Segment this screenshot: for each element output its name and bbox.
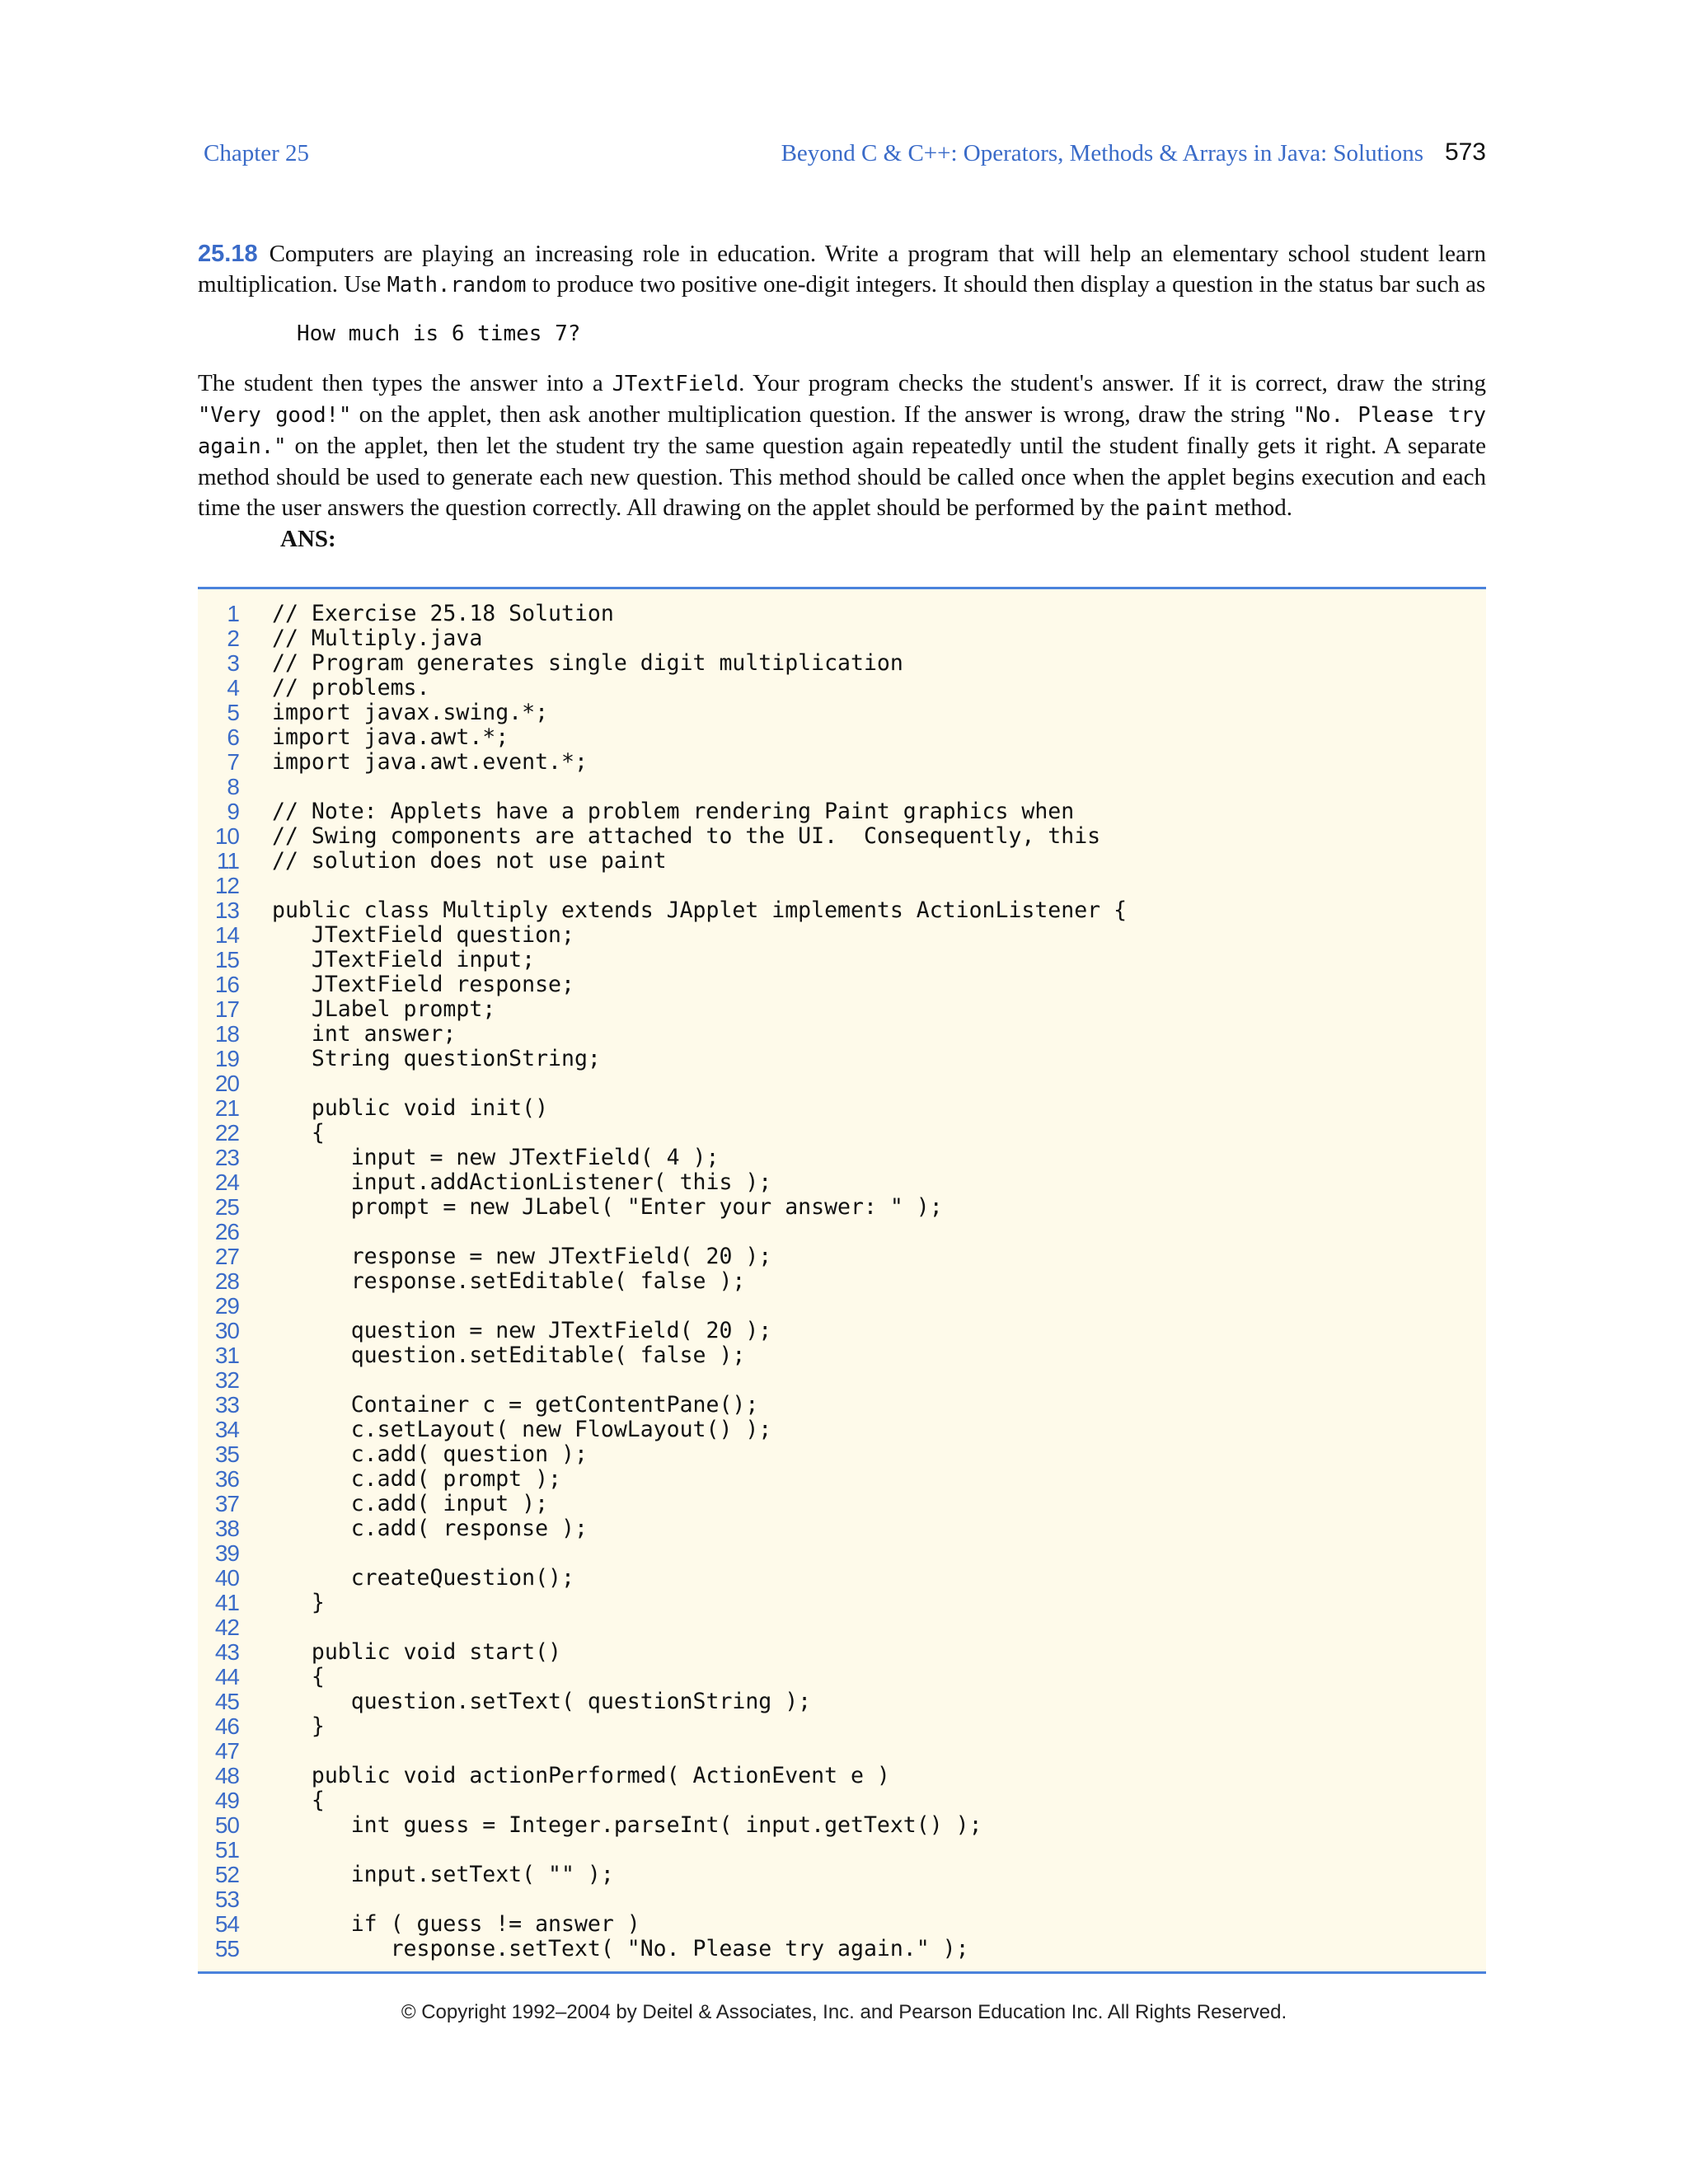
page-header	[204, 140, 1486, 178]
code-text: response = new JTextField( 20 );	[272, 1244, 772, 1269]
code-text: int guess = Integer.parseInt( input.getText() );	[272, 1812, 982, 1838]
inline-code: "Very good!"	[198, 403, 352, 428]
code-text: import java.awt.*;	[272, 724, 509, 750]
code-line	[198, 824, 1486, 849]
code-line	[198, 676, 1486, 701]
code-line	[198, 997, 1486, 1022]
line-number: 22	[214, 1120, 239, 1146]
line-number: 48	[214, 1763, 239, 1788]
code-text: public void init()	[272, 1095, 549, 1121]
code-listing	[198, 587, 1486, 1974]
line-number: 10	[214, 823, 239, 849]
code-line	[198, 725, 1486, 750]
line-number: 25	[214, 1194, 239, 1220]
line-number: 51	[214, 1837, 239, 1863]
line-number: 12	[214, 873, 239, 898]
line-number: 54	[214, 1911, 239, 1937]
code-line	[198, 1467, 1486, 1492]
line-number: 23	[214, 1145, 239, 1170]
code-text: // Exercise 25.18 Solution	[272, 601, 614, 626]
line-number: 24	[214, 1169, 239, 1195]
code-text: // Multiply.java	[272, 626, 483, 651]
line-number: 35	[214, 1441, 239, 1467]
code-line	[198, 1442, 1486, 1467]
code-text: question.setText( questionString );	[272, 1689, 812, 1714]
line-number: 15	[214, 947, 239, 972]
text-run: to produce two positive one-digit integers. It should then display a question in the status bar such as	[526, 271, 1486, 298]
code-text: int answer;	[272, 1021, 457, 1047]
code-lines	[198, 602, 1486, 1961]
exercise-number: 25.18	[198, 241, 258, 267]
line-number: 18	[214, 1021, 239, 1047]
code-text: {	[272, 1788, 325, 1813]
code-text: c.add( input );	[272, 1491, 549, 1516]
line-number: 46	[214, 1713, 239, 1739]
code-text: // Program generates single digit multiplication	[272, 650, 903, 676]
code-line	[198, 1813, 1486, 1838]
code-line	[198, 701, 1486, 725]
code-line	[198, 1418, 1486, 1442]
copyright-footer: © Copyright 1992–2004 by Deitel & Associates, Inc. and Pearson Education Inc. All Rights Reserved.	[401, 2001, 1287, 2023]
inline-code: JTextField	[612, 372, 739, 396]
code-line	[198, 1788, 1486, 1813]
line-number: 17	[214, 996, 239, 1022]
page-number: 573	[1444, 138, 1486, 166]
line-number: 43	[214, 1639, 239, 1665]
code-line	[198, 1640, 1486, 1665]
line-number: 44	[214, 1664, 239, 1690]
text-run: Computers are playing an increasing role in education. Write a program that will help an elementary school student learn multiplication. Use	[198, 241, 1486, 298]
code-text: public void actionPerformed( ActionEvent e )	[272, 1763, 890, 1788]
code-text: prompt = new JLabel( "Enter your answer: " );	[272, 1194, 943, 1220]
code-line	[198, 1170, 1486, 1195]
answer-label: ANS:	[280, 526, 336, 552]
code-line	[198, 1368, 1486, 1393]
code-line	[198, 972, 1486, 997]
line-number: 7	[227, 749, 239, 775]
line-number: 41	[214, 1590, 239, 1615]
code-line	[198, 1665, 1486, 1690]
code-line	[198, 1566, 1486, 1591]
code-text: JTextField response;	[272, 972, 574, 997]
code-line	[198, 1244, 1486, 1269]
code-line	[198, 651, 1486, 676]
line-number: 33	[214, 1392, 239, 1418]
code-line	[198, 1912, 1486, 1937]
line-number: 19	[214, 1046, 239, 1071]
inline-code: paint	[1145, 496, 1209, 521]
code-line	[198, 1591, 1486, 1615]
line-number: 5	[227, 700, 239, 725]
exercise-paragraph-1	[198, 239, 1486, 301]
line-number: 53	[214, 1886, 239, 1912]
line-number: 34	[214, 1417, 239, 1442]
exercise-text	[198, 239, 1486, 555]
code-text: }	[272, 1713, 325, 1739]
line-number: 2	[227, 626, 239, 651]
code-text: public class Multiply extends JApplet implements ActionListener {	[272, 898, 1128, 923]
code-line	[198, 1615, 1486, 1640]
code-line	[198, 923, 1486, 948]
code-line	[198, 602, 1486, 626]
code-text: input.setText( "" );	[272, 1862, 614, 1887]
line-number: 50	[214, 1812, 239, 1838]
code-line	[198, 1838, 1486, 1863]
chapter-label: Chapter 25	[204, 140, 310, 166]
code-line	[198, 1047, 1486, 1071]
code-text: public void start()	[272, 1639, 561, 1665]
code-line	[198, 1096, 1486, 1121]
code-line	[198, 1195, 1486, 1220]
code-line	[198, 1220, 1486, 1244]
line-number: 38	[214, 1516, 239, 1541]
code-text: import javax.swing.*;	[272, 700, 549, 725]
code-line	[198, 799, 1486, 824]
code-line	[198, 1492, 1486, 1516]
line-number: 32	[214, 1367, 239, 1393]
code-text: c.add( prompt );	[272, 1466, 561, 1492]
line-number: 11	[216, 848, 239, 874]
line-number: 8	[227, 774, 239, 799]
code-text: JLabel prompt;	[272, 996, 496, 1022]
code-line	[198, 1764, 1486, 1788]
line-number: 14	[214, 922, 239, 948]
line-number: 30	[214, 1318, 239, 1343]
code-text: response.setEditable( false );	[272, 1268, 746, 1294]
code-text: // Swing components are attached to the UI. Consequently, this	[272, 823, 1101, 849]
code-line	[198, 1269, 1486, 1294]
line-number: 3	[227, 650, 239, 676]
code-line	[198, 849, 1486, 874]
code-text: // problems.	[272, 675, 430, 701]
code-line	[198, 1146, 1486, 1170]
line-number: 20	[214, 1071, 239, 1096]
code-text: String questionString;	[272, 1046, 601, 1071]
code-line	[198, 1690, 1486, 1714]
code-line	[198, 1022, 1486, 1047]
code-line	[198, 1071, 1486, 1096]
code-text: if ( guess != answer )	[272, 1911, 640, 1937]
line-number: 28	[214, 1268, 239, 1294]
code-line	[198, 1714, 1486, 1739]
code-line	[198, 1937, 1486, 1961]
code-text: JTextField question;	[272, 922, 574, 948]
code-text: // Note: Applets have a problem rendering Paint graphics when	[272, 799, 1075, 824]
line-number: 4	[227, 675, 239, 701]
code-line	[198, 874, 1486, 898]
code-text: question = new JTextField( 20 );	[272, 1318, 772, 1343]
line-number: 49	[214, 1788, 239, 1813]
code-text: import java.awt.event.*;	[272, 749, 588, 775]
line-number: 39	[214, 1540, 239, 1566]
code-line	[198, 1887, 1486, 1912]
line-number: 31	[214, 1343, 239, 1368]
code-line	[198, 1393, 1486, 1418]
code-line	[198, 898, 1486, 923]
code-text: question.setEditable( false );	[272, 1343, 746, 1368]
code-text: JTextField input;	[272, 947, 536, 972]
text-run: on the applet, then let the student try the same question again repeatedly until the student finally gets it right. A separate method should be used to generate each new question. This method should be called once when the applet begins execution and each time the user answers the question correctly. All drawing on the applet should be performed by the	[198, 433, 1486, 521]
running-title: Beyond C & C++: Operators, Methods & Arrays in Java: Solutions	[781, 140, 1423, 166]
code-text: {	[272, 1120, 325, 1146]
code-line	[198, 1541, 1486, 1566]
code-text: // solution does not use paint	[272, 848, 667, 874]
line-number: 42	[214, 1615, 239, 1640]
line-number: 26	[214, 1219, 239, 1244]
code-text: }	[272, 1590, 325, 1615]
code-line	[198, 1863, 1486, 1887]
line-number: 55	[214, 1936, 239, 1961]
line-number: 29	[214, 1293, 239, 1319]
line-number: 45	[214, 1689, 239, 1714]
line-number: 47	[214, 1738, 239, 1764]
line-number: 40	[214, 1565, 239, 1591]
code-line	[198, 1739, 1486, 1764]
line-number: 9	[227, 799, 239, 824]
sample-question: How much is 6 times 7?	[297, 321, 581, 346]
code-text: c.setLayout( new FlowLayout() );	[272, 1417, 772, 1442]
code-text: c.add( question );	[272, 1441, 588, 1467]
code-text: input = new JTextField( 4 );	[272, 1145, 720, 1170]
code-text: c.add( response );	[272, 1516, 588, 1541]
exercise-paragraph-2	[198, 368, 1486, 524]
code-line	[198, 1121, 1486, 1146]
inline-code: "No. Please try again."	[198, 403, 1486, 459]
line-number: 13	[214, 898, 239, 923]
code-text: input.addActionListener( this );	[272, 1169, 772, 1195]
line-number: 52	[214, 1862, 239, 1887]
code-line	[198, 1343, 1486, 1368]
line-number: 16	[214, 972, 239, 997]
code-text: response.setText( "No. Please try again." );	[272, 1936, 969, 1961]
line-number: 21	[214, 1095, 239, 1121]
text-run: . Your program checks the student's answer. If it is correct, draw the string	[738, 370, 1486, 396]
code-line	[198, 1319, 1486, 1343]
code-line	[198, 750, 1486, 775]
code-text: {	[272, 1664, 325, 1690]
code-line	[198, 1294, 1486, 1319]
text-run: on the applet, then ask another multiplication question. If the answer is wrong, draw the string	[351, 401, 1293, 428]
code-line	[198, 775, 1486, 799]
line-number: 27	[214, 1244, 239, 1269]
code-line	[198, 948, 1486, 972]
text-run: method.	[1208, 494, 1293, 521]
line-number: 1	[227, 601, 239, 626]
code-line	[198, 626, 1486, 651]
code-text: createQuestion();	[272, 1565, 574, 1591]
line-number: 36	[214, 1466, 239, 1492]
inline-code: Math.random	[387, 273, 527, 298]
line-number: 6	[227, 724, 239, 750]
code-line	[198, 1516, 1486, 1541]
line-number: 37	[214, 1491, 239, 1516]
code-text: Container c = getContentPane();	[272, 1392, 759, 1418]
text-run: The student then types the answer into a	[198, 370, 612, 396]
